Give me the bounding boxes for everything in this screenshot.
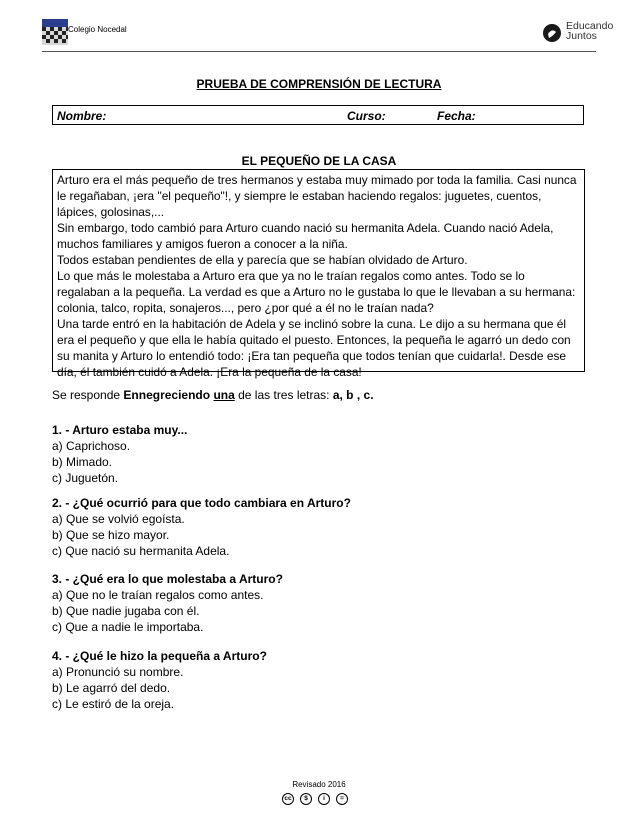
story-paragraph: Lo que más le molestaba a Arturo era que ya no le traían regalos como antes. Todo se lo regalaban a la pequeña. La verdad es que a Arturo no le gustaba lo que le llevaban a su hermana: colonia, talco, ropita, sonajeros..., pero ¿por qué a él no le traían nada? <box>57 269 576 315</box>
answer-option-a[interactable]: a) Pronunció su nombre. <box>52 665 184 679</box>
partner-name <box>566 21 613 41</box>
answer-option-a[interactable]: a) Que no le traían regalos como antes. <box>52 588 264 602</box>
question-title: 1. - Arturo estaba muy... <box>52 423 188 437</box>
revision-note: Revisado 2016 <box>292 780 346 789</box>
instructions-letters: a, b , c. <box>332 388 374 402</box>
noncommercial-icon: $ <box>300 793 312 805</box>
attribution-icon: i <box>318 793 330 805</box>
instructions-verb: Ennegreciendo <box>123 388 211 402</box>
instructions-middle: de las tres letras: <box>238 388 330 402</box>
partner-name-line2: Juntos <box>566 30 597 42</box>
test-title: PRUEBA DE COMPRENSIÓN DE LECTURA <box>196 77 442 91</box>
creative-commons-license <box>282 793 356 807</box>
story-title: EL PEQUEÑO DE LA CASA <box>241 154 397 168</box>
student-info-box[interactable] <box>52 105 584 125</box>
question-title: 4. - ¿Qué le hizo la pequeña a Arturo? <box>52 649 267 663</box>
question-3 <box>52 571 283 635</box>
educando-juntos-logo-icon <box>542 23 562 43</box>
story-paragraph: Sin embargo, todo cambió para Arturo cuando nació su hermanita Adela. Cuando nació Adela, muchos familiares y amigos fueron a conocer a la niña. <box>57 221 554 251</box>
question-1 <box>52 422 187 486</box>
answer-option-c[interactable]: c) Juguetón. <box>52 471 119 485</box>
story-box <box>52 169 585 379</box>
story-paragraph: Una tarde entró en la habitación de Adela y se inclinó sobre la cuna. Le dijo a su hermana que él era el pequeño y que ella le había quitado el puesto. Entonces, la pequeña le agarró un dedo con su manita y Arturo lo entendió todo: ¡Era tan pequeña que todos tenían que cuidarla!. Desde ese día, él también cuidó a Adela. ¡Era la pequeña de la casa! <box>57 317 571 379</box>
answer-option-a[interactable]: a) Que se volvió egoísta. <box>52 512 185 526</box>
course-label: Curso: <box>347 109 386 123</box>
answer-option-c[interactable]: c) Que a nadie le importaba. <box>52 620 204 634</box>
answer-option-b[interactable]: b) Que se hizo mayor. <box>52 528 170 542</box>
school-crest-icon <box>42 19 68 45</box>
name-label: Nombre: <box>57 109 107 123</box>
instructions-which: una <box>213 388 235 402</box>
partner-name-line1: Educando <box>566 20 614 32</box>
answer-option-c[interactable]: c) Que nació su hermanita Adela. <box>52 544 230 558</box>
instructions <box>52 388 374 402</box>
answer-option-b[interactable]: b) Mimado. <box>52 455 113 469</box>
header-divider <box>42 51 596 52</box>
question-title: 2. - ¿Qué ocurrió para que todo cambiara en Arturo? <box>52 496 351 510</box>
answer-option-c[interactable]: c) Le estiró de la oreja. <box>52 697 175 711</box>
school-name: Colegio Nocedal <box>68 25 127 34</box>
story-paragraph: Todos estaban pendientes de ella y parecía que se habían olvidado de Arturo. <box>57 253 468 267</box>
answer-option-b[interactable]: b) Que nadie jugaba con él. <box>52 604 200 618</box>
question-2 <box>52 495 351 559</box>
date-label: Fecha: <box>437 109 476 123</box>
cc-icon: cc <box>282 793 294 805</box>
story-paragraph: Arturo era el más pequeño de tres hermanos y estaba muy mimado por toda la familia. Casi nunca le regañaban, ¡era "el pequeño"!, y siempre le estaban haciendo regalos: juguetes, cuentos, lápices, golosinas,... <box>57 173 577 219</box>
instructions-prefix: Se responde <box>52 388 121 402</box>
answer-option-b[interactable]: b) Le agarró del dedo. <box>52 681 171 695</box>
question-4 <box>52 648 267 712</box>
answer-option-a[interactable]: a) Caprichoso. <box>52 439 131 453</box>
question-title: 3. - ¿Qué era lo que molestaba a Arturo? <box>52 572 283 586</box>
no-derivatives-icon: = <box>336 793 348 805</box>
